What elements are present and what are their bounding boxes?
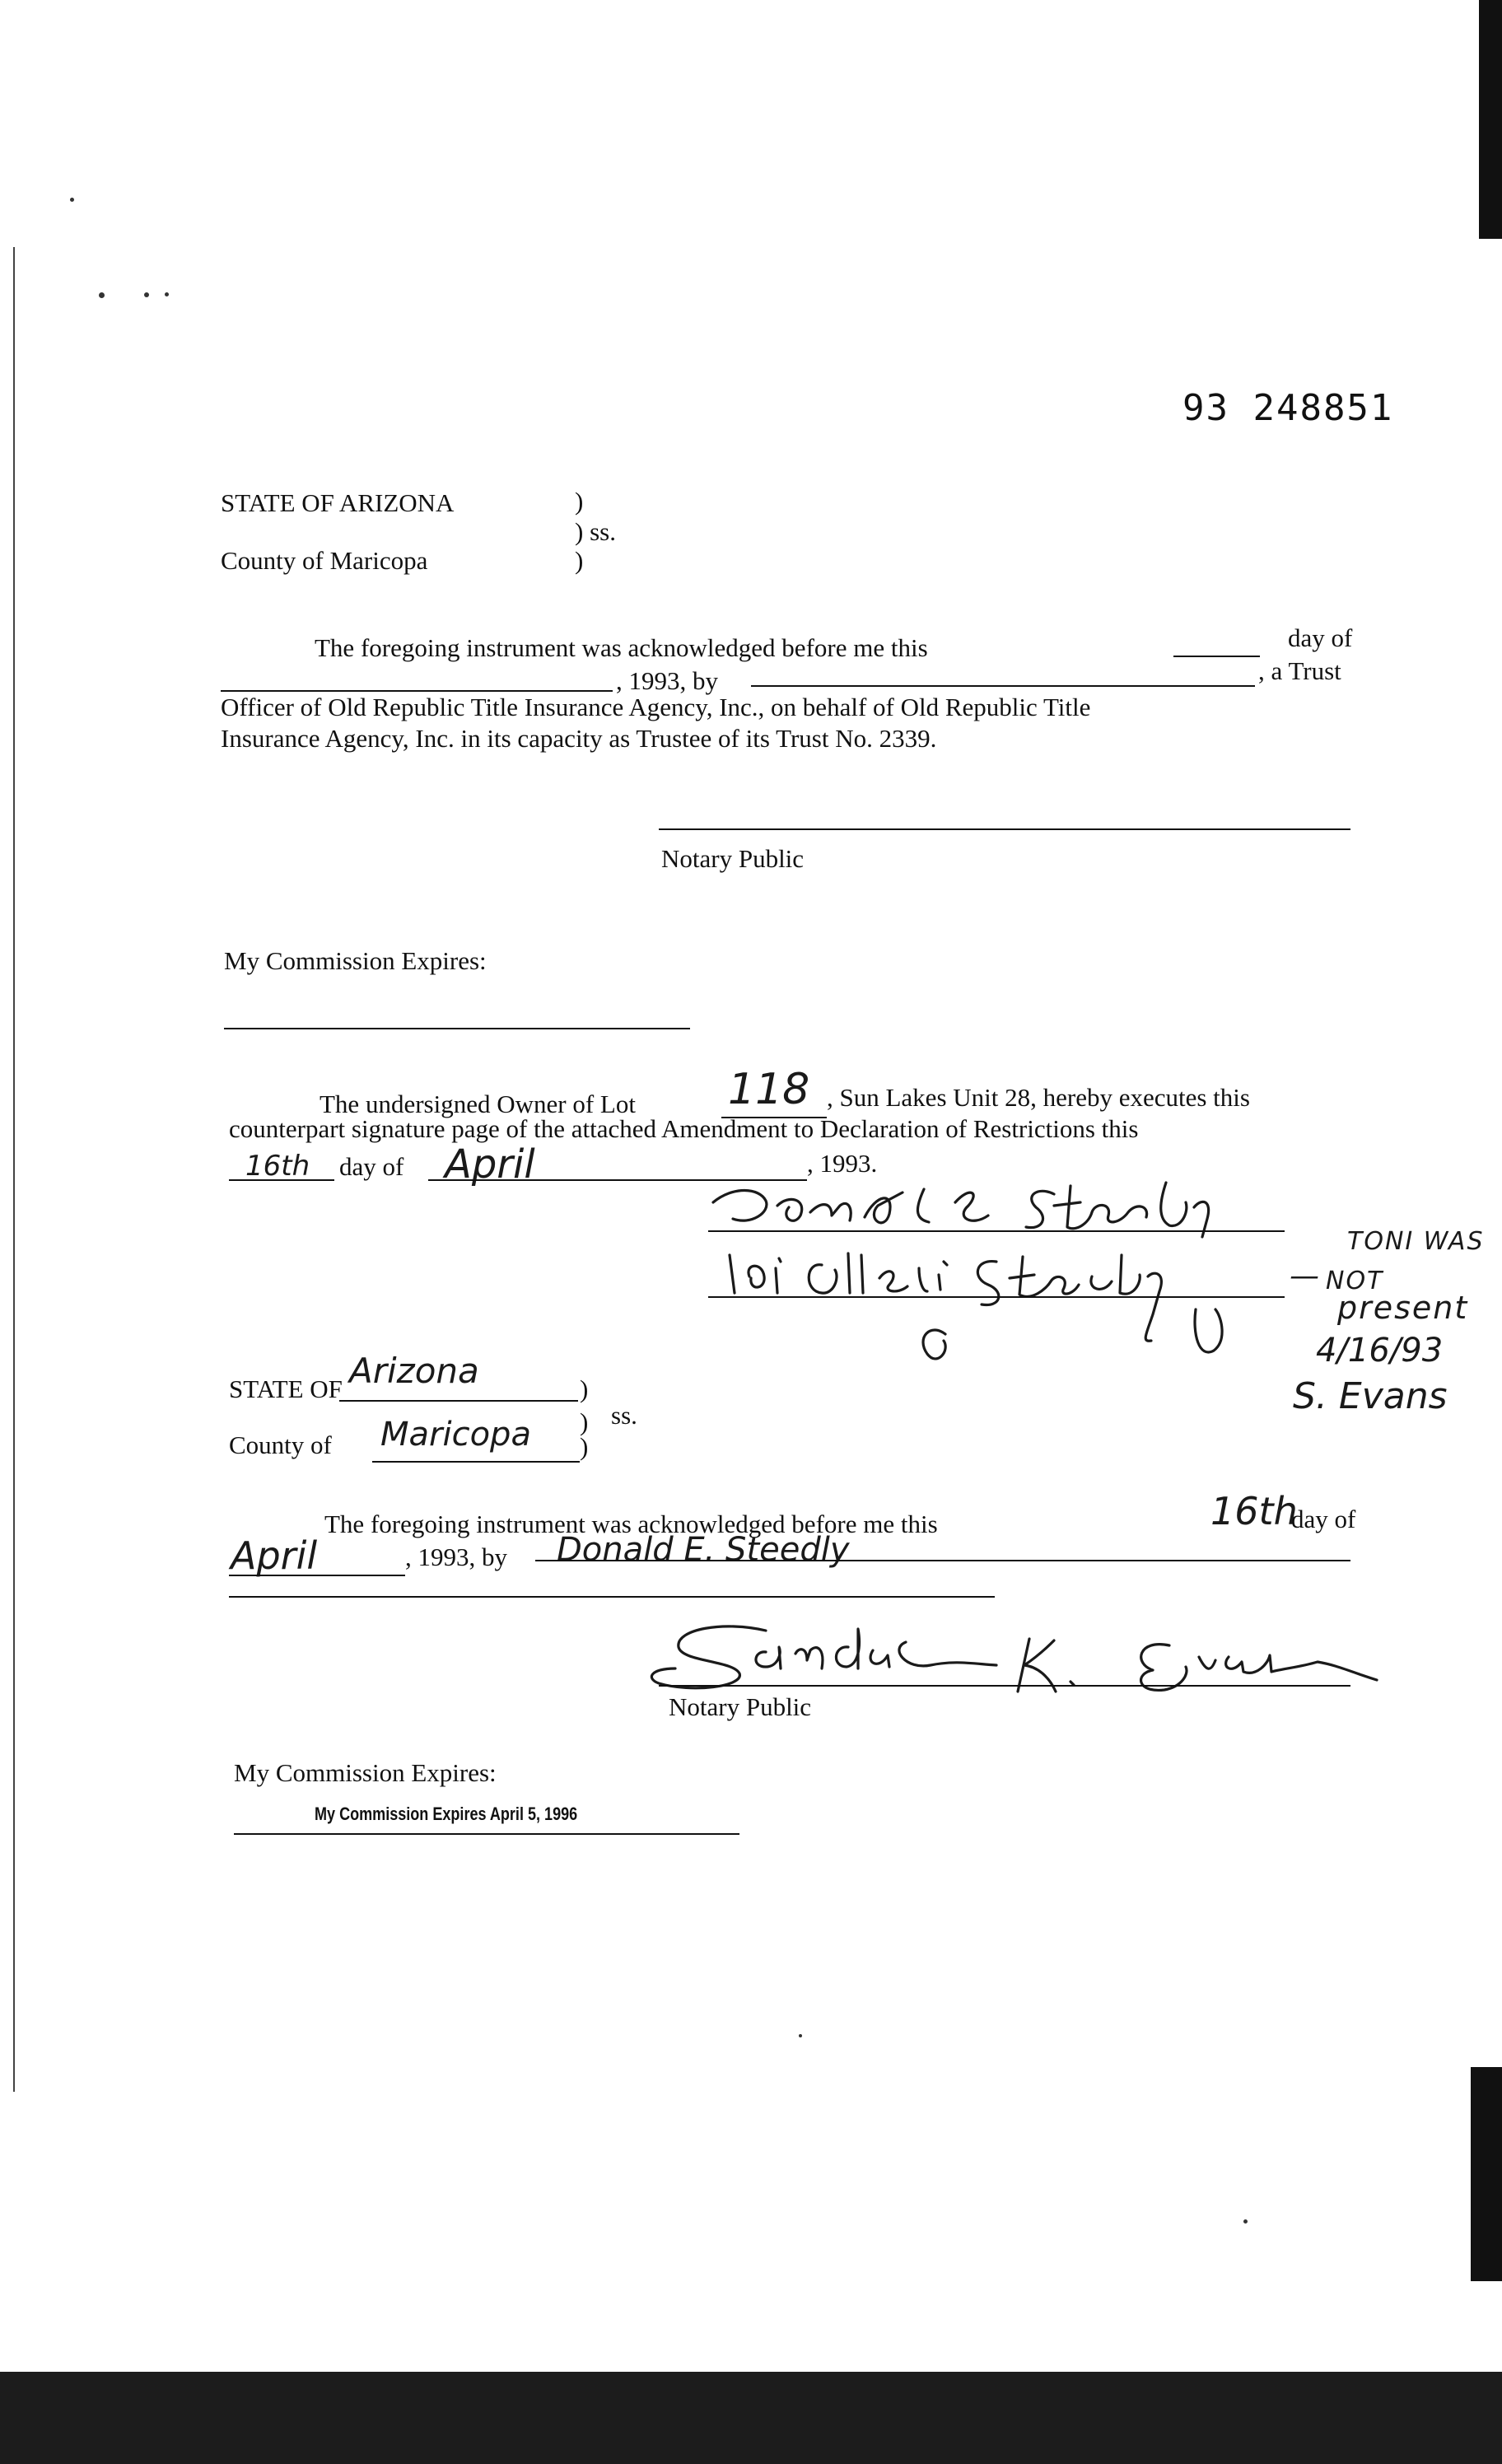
scan-edge-top-right: [1479, 0, 1502, 239]
commission-blank: [224, 1028, 690, 1029]
venue-paren-2: ): [580, 1374, 589, 1403]
commission-label-2: My Commission Expires:: [234, 1758, 497, 1787]
venue-paren: ): [575, 487, 584, 516]
scan-edge-bottom: [0, 2372, 1502, 2464]
ack2-underline: [229, 1596, 995, 1598]
owner-day-label: day of: [339, 1152, 404, 1181]
ack-by-blank: [751, 685, 1255, 687]
ack2-month-blank: [229, 1575, 405, 1576]
commission-expires-stamp: My Commission Expires April 5, 1996: [315, 1804, 578, 1824]
owner-year: , 1993.: [807, 1149, 878, 1178]
scan-edge-left: [13, 247, 15, 2092]
ack2-line-1-end: day of: [1291, 1505, 1356, 1533]
ack-day-blank: [1173, 656, 1260, 657]
owner-month-value: April: [445, 1141, 535, 1188]
venue-paren-2: ): [580, 1407, 589, 1436]
ack2-line-2-text: , 1993, by: [405, 1542, 507, 1571]
owner-signature-toni: [725, 1244, 1268, 1384]
annotation-line-5: S. Evans: [1293, 1375, 1448, 1417]
owner-signature-line-1: [708, 1230, 1285, 1232]
county-label-2: County of: [229, 1430, 332, 1459]
ack2-by-value: Donald E. Steedly: [557, 1531, 850, 1569]
state-blank-2: [339, 1400, 578, 1402]
ack2-line-1-text: The foregoing instrument was acknowledged before me this: [324, 1510, 938, 1538]
state-value-2: Arizona: [349, 1351, 479, 1391]
ack2-by-blank: [535, 1560, 1350, 1561]
venue-paren-2: ): [580, 1432, 589, 1461]
venue-ss-2: ss.: [611, 1401, 637, 1430]
owner-signature-donald: [708, 1169, 1235, 1244]
owner-line-2: counterpart signature page of the attached Amendment to Declaration of Restrictions this: [229, 1114, 1139, 1143]
notary-signature-line-2: [659, 1685, 1350, 1687]
annotation-dash: —: [1290, 1259, 1319, 1293]
county-blank-2: [372, 1461, 580, 1463]
ack-line-4: Insurance Agency, Inc. in its capacity as Trustee of its Trust No. 2339.: [221, 724, 937, 753]
commission-blank-2: [234, 1833, 739, 1835]
county-heading: County of Maricopa: [221, 546, 428, 575]
annotation-line-3: present: [1337, 1290, 1469, 1326]
owner-day-value: 16th: [245, 1150, 310, 1183]
scan-edge-bottom-right: [1471, 2067, 1502, 2281]
ack-line-2-text: , 1993, by: [616, 666, 718, 695]
scan-speck: [1243, 2219, 1248, 2224]
commission-label: My Commission Expires:: [224, 946, 487, 975]
ack-line-1-end: day of: [1288, 623, 1353, 652]
annotation-line-4: 4/16/93: [1316, 1332, 1444, 1370]
ack-line-1-text: The foregoing instrument was acknowledged before me this: [315, 633, 928, 662]
ack2-day-value: 16th: [1210, 1489, 1298, 1533]
lot-number: 118: [728, 1065, 810, 1114]
scan-speck: [799, 2034, 802, 2037]
owner-signature-line-2: [708, 1296, 1285, 1298]
scan-speck: [144, 292, 149, 297]
scan-speck: [99, 292, 105, 298]
notary-label-2: Notary Public: [669, 1692, 812, 1721]
scan-speck: [165, 292, 169, 296]
scan-speck: [70, 198, 74, 202]
ack-line-2-end: , a Trust: [1258, 656, 1341, 685]
notary-signature-line: [659, 828, 1350, 830]
document-number: 93 248851: [1182, 387, 1394, 429]
county-value-2: Maricopa: [380, 1416, 531, 1454]
owner-line-1-text: The undersigned Owner of Lot: [320, 1090, 636, 1118]
ack2-month-value: April: [231, 1533, 318, 1578]
owner-line-1-end: , Sun Lakes Unit 28, hereby executes this: [827, 1083, 1250, 1112]
annotation-line-2: NOT: [1326, 1267, 1384, 1295]
annotation-line-1: TONI WAS: [1347, 1227, 1485, 1256]
venue-ss: ) ss.: [575, 517, 616, 546]
state-label-2: STATE OF: [229, 1374, 343, 1403]
venue-paren: ): [575, 546, 584, 575]
ack-line-3: Officer of Old Republic Title Insurance Agency, Inc., on behalf of Old Republic Title: [221, 693, 1091, 721]
state-heading: STATE OF ARIZONA: [221, 488, 455, 517]
notary-label: Notary Public: [661, 844, 805, 873]
owner-day-blank: [229, 1179, 334, 1181]
